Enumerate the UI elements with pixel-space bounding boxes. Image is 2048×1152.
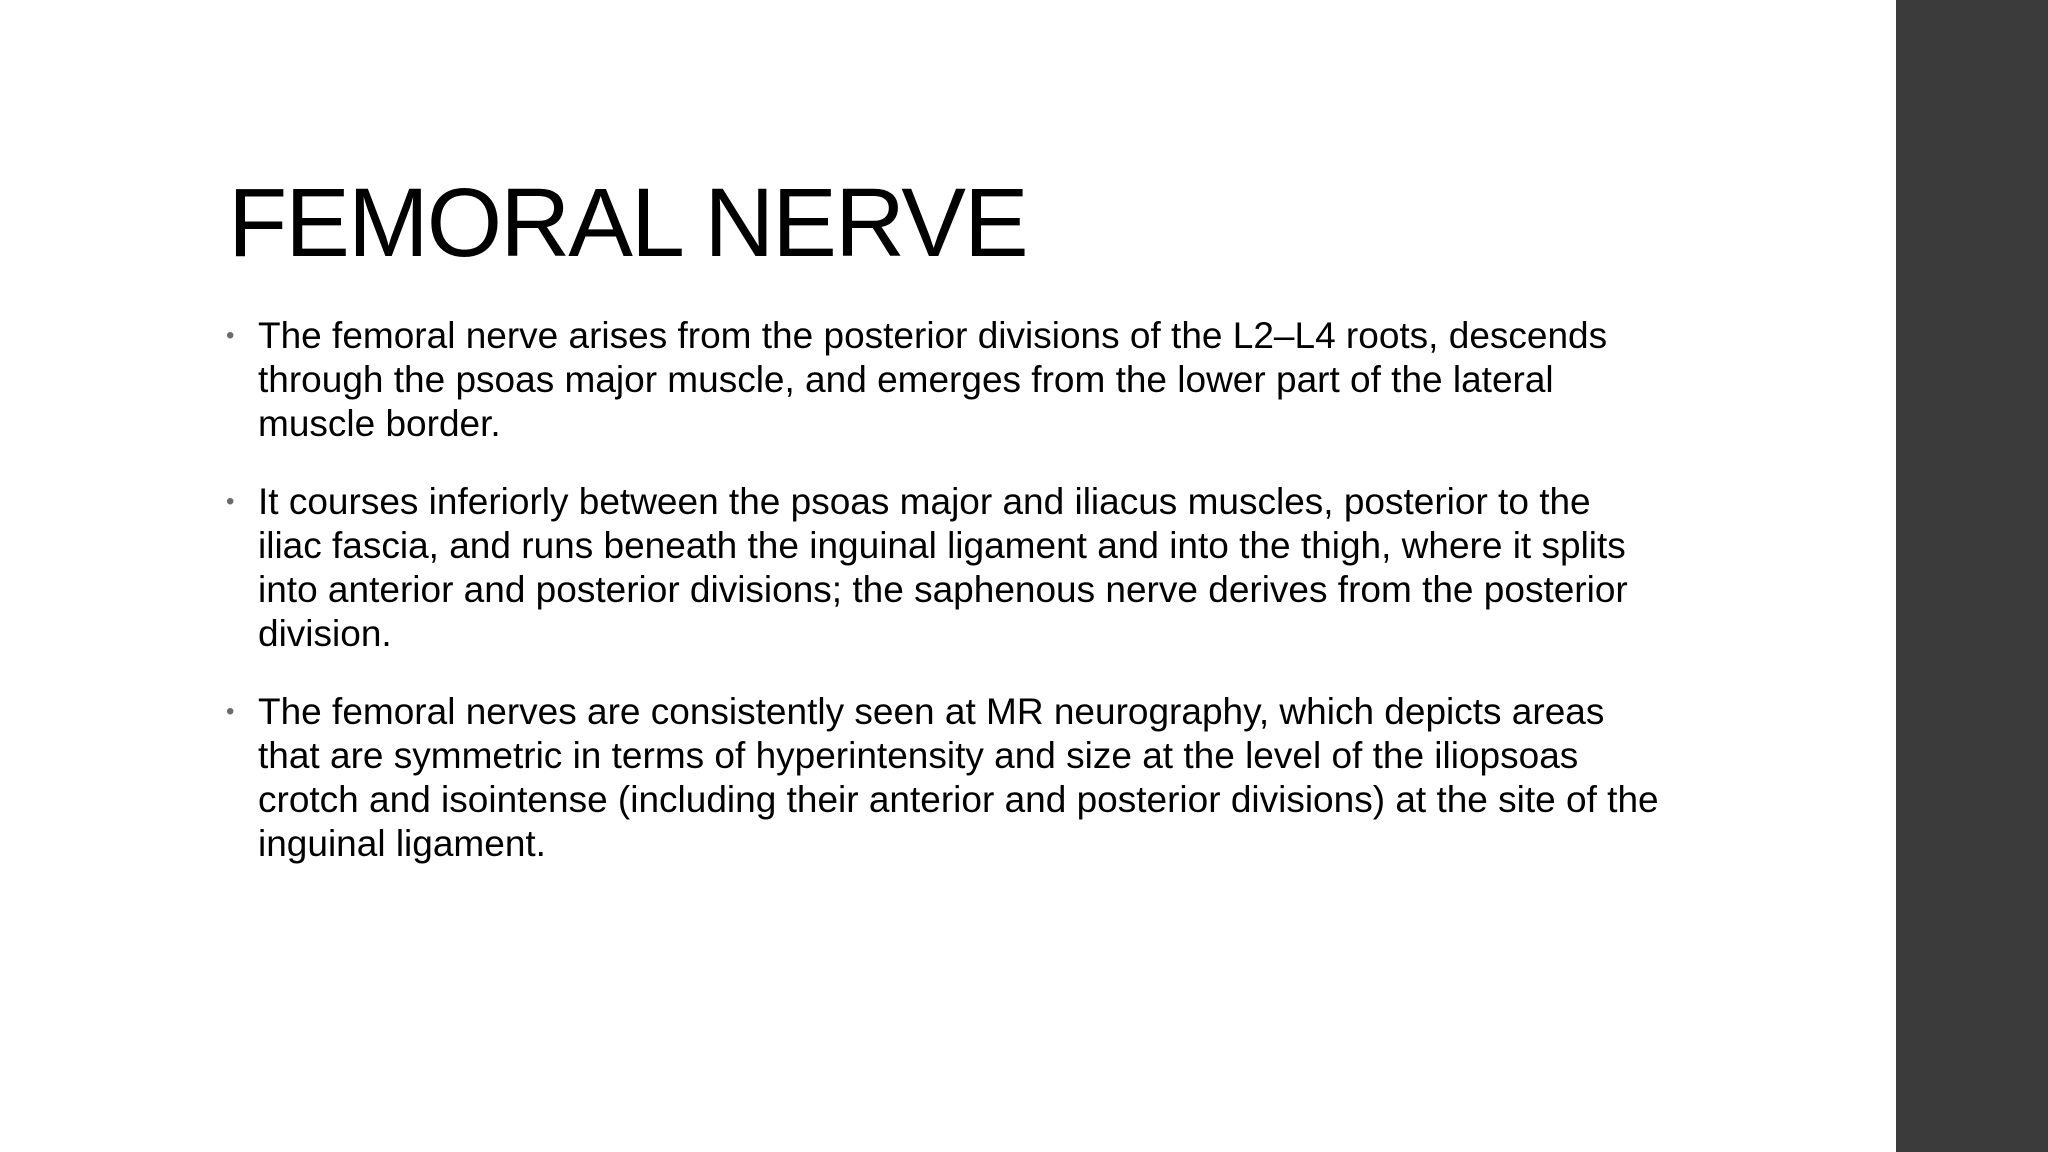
bullet-list — [224, 314, 1664, 900]
bullet-item — [224, 314, 1664, 446]
bullet-text: The femoral nerves are consistently seen at MR neurography, which depicts areas that are symmetric in terms of hyperintensity and size at the level of the iliopsoas crotch and isointense (including their anterior and posterior divisions) at the site of the inguinal ligament. — [258, 691, 1659, 864]
bullet-icon: • — [226, 698, 235, 725]
slide-title: FEMORAL NERVE — [228, 168, 1027, 277]
bullet-item — [224, 480, 1664, 656]
side-bar — [1896, 0, 2048, 1152]
bullet-text: The femoral nerve arises from the posterior divisions of the L2–L4 roots, descends through the psoas major muscle, and emerges from the lower part of the lateral muscle border. — [258, 315, 1608, 444]
bullet-item — [224, 690, 1664, 866]
bullet-text: It courses inferiorly between the psoas major and iliacus muscles, posterior to the iliac fascia, and runs beneath the inguinal ligament and into the thigh, where it splits into anterior and posterior divisions; the saphenous nerve derives from the posterior division. — [258, 481, 1628, 654]
bullet-icon: • — [226, 488, 235, 515]
bullet-icon: • — [226, 322, 235, 349]
